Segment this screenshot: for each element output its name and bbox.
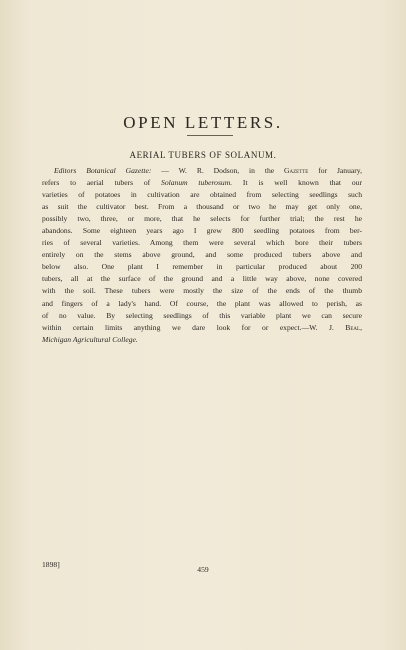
body-line [42,189,362,201]
body-line [42,285,362,297]
text-segment: within certain limits anything we dare look for or expect.—W. J. [42,322,346,332]
body-line [42,225,362,237]
body-line [42,201,362,213]
text-segment: with the soil. These tubers were mostly the size of the ends of the thumb [42,286,362,296]
text-segment: below also. One plant I remember in particular produced about 200 [42,262,362,272]
body-line [42,298,362,310]
body-line [42,237,362,249]
body-line [42,261,362,273]
text-segment: Michigan Agricultural College. [42,334,138,344]
body-line [42,249,362,261]
text-segment: tubers, all at the surface of the ground and a little way above, none covered [42,274,362,284]
article-body [42,165,362,346]
page-number: 459 [197,565,209,574]
body-line [42,322,362,334]
heading-rule [187,135,233,136]
body-line [42,310,362,322]
text-segment: varieties of potatoes in cultivation are obtained from selecting seedlings such [42,190,362,200]
text-segment: of no value. By selecting seedlings of this variable plant we can secure [42,310,362,320]
text-segment: for January, [308,166,362,175]
text-segment: refers to aerial tubers of [42,178,162,188]
text-segment: ries of several varieties. Among them were several which bore their tubers [42,238,362,248]
body-line [42,165,362,177]
text-segment: and fingers of a lady's hand. Of course, the plant was allowed to perish, as [42,298,362,308]
text-segment: Gazette [284,166,309,175]
text-segment: abandons. Some eighteen years ago I grew 800 seedling potatoes from ber- [42,226,362,236]
body-line [42,273,362,285]
article-title: AERIAL TUBERS OF SOLANUM. [129,150,277,160]
section-heading: OPEN LETTERS. [123,113,283,132]
text-segment: , [360,322,362,332]
text-segment: entirely on the stems above ground, and some produced tubers above and [42,250,362,260]
text-segment: as suit the cultivator best. From a thousand or two he may get only one, [42,202,362,212]
body-line [42,213,362,225]
text-segment: It is well known that our [232,178,362,188]
text-segment: Editors Botanical Gazette: [54,166,152,175]
text-segment: — W. R. Dodson, in the [151,166,284,175]
text-segment: Beal [345,322,361,332]
footer-year: 1898] [42,560,60,569]
body-line [42,334,362,346]
text-segment: possibly two, three, or more, that he selects for further trial; the rest he [42,214,362,224]
text-segment: Solanum tuberosum. [161,178,233,188]
body-line [42,177,362,189]
